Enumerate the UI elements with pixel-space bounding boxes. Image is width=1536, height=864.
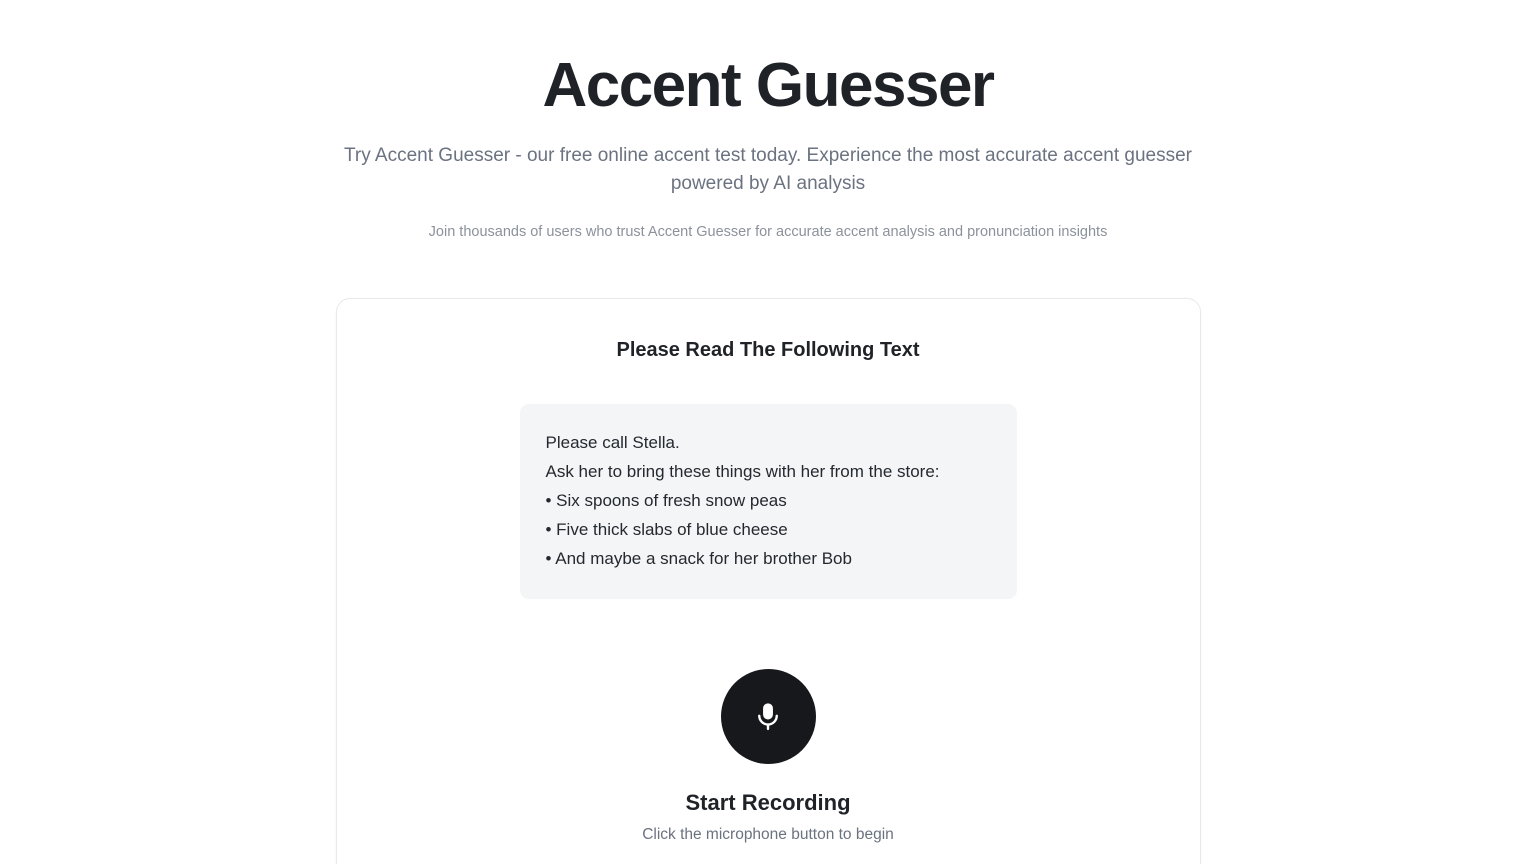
passage-bullet-1: • Six spoons of fresh snow peas bbox=[545, 491, 787, 511]
recorder-area bbox=[385, 669, 1152, 844]
microphone-icon bbox=[753, 702, 783, 732]
recording-hint: Click the microphone button to begin bbox=[642, 826, 894, 844]
passage-bullet-2: • Five thick slabs of blue cheese bbox=[545, 520, 788, 540]
hero-note: Join thousands of users who trust Accent Guesser for accurate accent analysis and pronunciation insights bbox=[428, 224, 1108, 241]
passage-line-2: Ask her to bring these things with her from the store: bbox=[545, 462, 940, 482]
hero-subtitle: Try Accent Guesser - our free online accent test today. Experience the most accurate accent guesser powered by AI analysis bbox=[343, 145, 1193, 195]
recording-card bbox=[336, 298, 1201, 864]
recording-status-label: Start Recording bbox=[685, 790, 851, 816]
card-title: Please Read The Following Text bbox=[616, 339, 920, 362]
start-recording-button[interactable] bbox=[721, 669, 816, 764]
passage-bullet-3: • And maybe a snack for her brother Bob bbox=[545, 549, 852, 569]
passage-box bbox=[520, 404, 1017, 599]
page-title: Accent Guesser bbox=[542, 51, 994, 120]
hero-section bbox=[0, 0, 1536, 240]
passage-line-1: Please call Stella. bbox=[545, 433, 680, 453]
